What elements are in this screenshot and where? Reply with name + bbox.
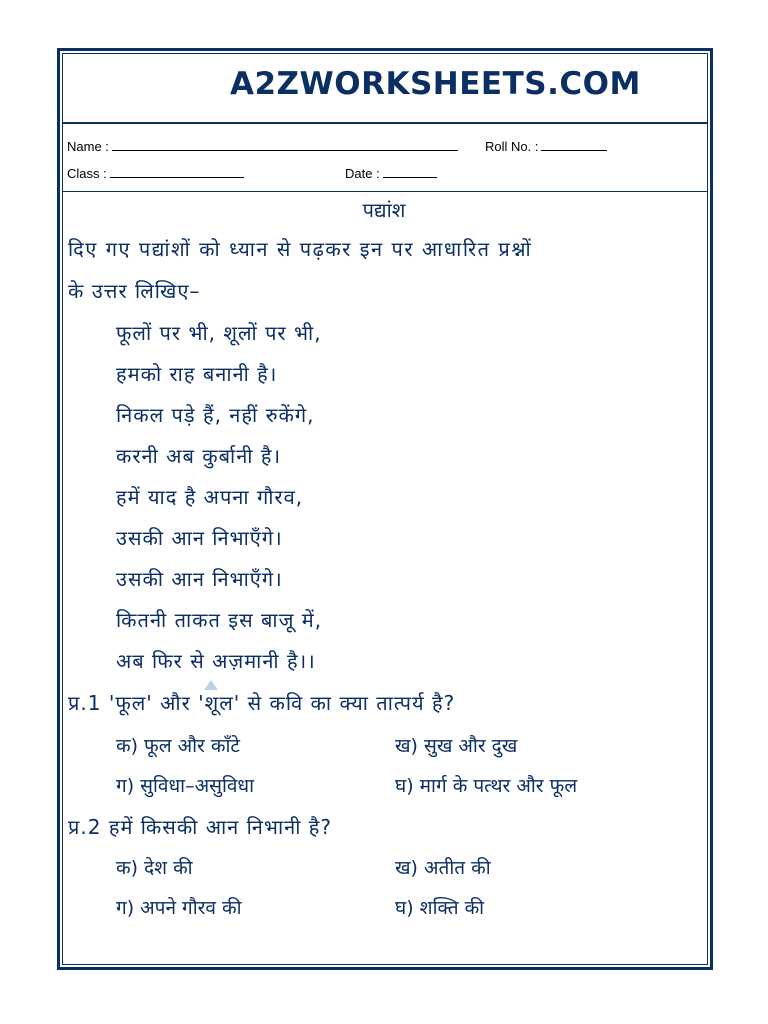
poem-line: उसकी आन निभाएँगे।	[116, 526, 283, 550]
roll-blank[interactable]	[541, 140, 607, 151]
question-1: प्र.1 'फूल' और 'शूल' से कवि का क्या तात्पर्य है?	[68, 691, 456, 715]
name-field	[67, 139, 458, 154]
class-label: Class :	[67, 166, 107, 181]
poem-line: अब फिर से अज़मानी है।।	[116, 649, 316, 673]
site-title: A2ZWORKSHEETS.COM	[230, 66, 641, 102]
poem-line: फूलों पर भी, शूलों पर भी,	[116, 321, 322, 345]
poem-line: हमें याद है अपना गौरव,	[116, 485, 304, 509]
q2-option-b[interactable]: ख) अतीत की	[395, 857, 491, 879]
instruction-line-1: दिए गए पद्यांशों को ध्यान से पढ़कर इन पर आधारित प्रश्नों	[68, 237, 533, 261]
class-blank[interactable]	[110, 167, 244, 178]
q1-option-d[interactable]: घ) मार्ग के पत्थर और फूल	[395, 775, 578, 797]
q2-option-a[interactable]: क) देश की	[116, 857, 193, 879]
date-label: Date :	[345, 166, 380, 181]
date-field	[345, 166, 437, 181]
q1-option-c[interactable]: ग) सुविधा–असुविधा	[116, 775, 255, 797]
form-divider	[62, 191, 708, 192]
header-divider	[62, 122, 708, 124]
poem-line: करनी अब कुर्बानी है।	[116, 444, 282, 468]
name-blank[interactable]	[112, 140, 458, 151]
q1-option-a[interactable]: क) फूल और काँटे	[116, 735, 240, 757]
name-label: Name :	[67, 139, 109, 154]
date-blank[interactable]	[383, 167, 437, 178]
q2-option-c[interactable]: ग) अपने गौरव की	[116, 897, 242, 919]
poem-line: हमको राह बनानी है।	[116, 362, 278, 386]
poem-line: निकल पड़े हैं, नहीं रुकेंगे,	[116, 403, 315, 427]
question-2: प्र.2 हमें किसकी आन निभानी है?	[68, 815, 333, 839]
class-field	[67, 166, 244, 181]
q1-option-b[interactable]: ख) सुख और दुख	[395, 735, 518, 757]
roll-label: Roll No. :	[485, 139, 539, 154]
q2-option-d[interactable]: घ) शक्ति की	[395, 897, 485, 919]
section-heading: पद्यांश	[362, 198, 406, 222]
instruction-line-2: के उत्तर लिखिए–	[68, 279, 201, 303]
poem-line: कितनी ताकत इस बाजू में,	[116, 608, 323, 632]
roll-field	[485, 139, 607, 154]
poem-line: उसकी आन निभाएँगे।	[116, 567, 283, 591]
